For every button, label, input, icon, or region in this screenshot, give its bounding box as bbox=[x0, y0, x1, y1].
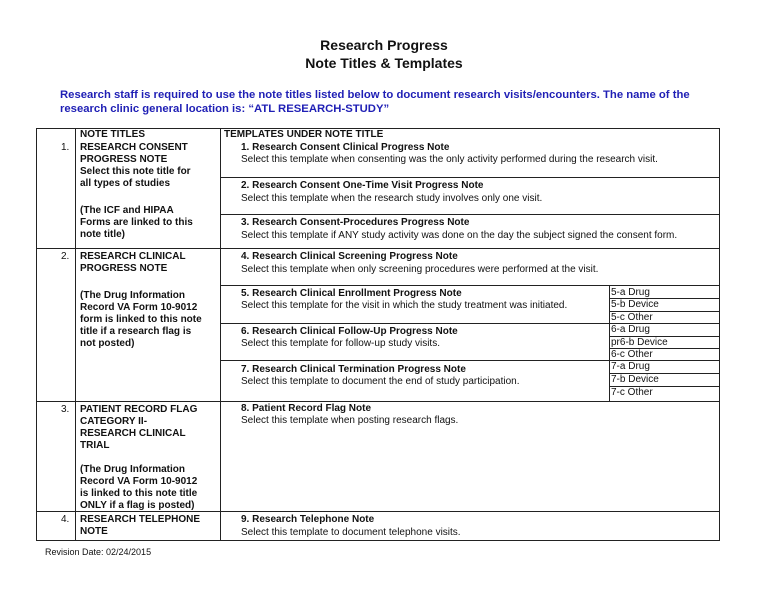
template-name: 8. Patient Record Flag Note bbox=[241, 403, 372, 414]
row-title-line: CATEGORY II- bbox=[80, 416, 148, 427]
template-desc: Select this template when the research study involves only one visit. bbox=[241, 193, 543, 204]
template-name: 3. Research Consent-Procedures Progress Note bbox=[241, 217, 470, 228]
template-desc: Select this template when posting research flags. bbox=[241, 415, 459, 426]
note-titles-table bbox=[36, 128, 720, 541]
row-desc-line: Record VA Form 10-9012 bbox=[80, 302, 198, 313]
intro-text bbox=[60, 88, 720, 116]
only-underline bbox=[80, 511, 111, 512]
template-name: 4. Research Clinical Screening Progress Note bbox=[241, 251, 458, 262]
row-desc-line: (The ICF and HIPAA bbox=[80, 205, 174, 216]
code-label: 6-c Other bbox=[611, 349, 653, 360]
row-desc-line bbox=[80, 190, 193, 202]
row-title bbox=[80, 251, 186, 275]
row-desc-line: title if a research flag is bbox=[80, 326, 192, 337]
intro-line-2: research clinic general location is: “ATL RESEARCH-STUDY” bbox=[60, 103, 390, 115]
row-divider bbox=[36, 401, 720, 402]
row-number: 2. bbox=[61, 251, 70, 262]
template-name: 7. Research Clinical Termination Progress Note bbox=[241, 364, 466, 375]
header-templates: TEMPLATES UNDER NOTE TITLE bbox=[224, 129, 384, 140]
template-name: 6. Research Clinical Follow-Up Progress Note bbox=[241, 326, 458, 337]
intro-line-1: Research staff is required to use the note titles listed below to document research visits/encounters. The name of the bbox=[60, 89, 690, 101]
row-title-line: RESEARCH CONSENT bbox=[80, 142, 188, 153]
template-entry bbox=[241, 326, 458, 350]
row-title-line: TRIAL bbox=[80, 440, 110, 451]
row-desc-line: not posted) bbox=[80, 338, 135, 349]
row-title bbox=[80, 404, 197, 452]
template-desc: Select this template for follow-up study visits. bbox=[241, 338, 440, 349]
template-name: 2. Research Consent One-Time Visit Progress Note bbox=[241, 180, 484, 191]
template-entry bbox=[241, 180, 542, 205]
row-number: 3. bbox=[61, 404, 70, 415]
code-label: 5-c Other bbox=[611, 312, 653, 323]
template-desc: Select this template when only screening procedures were performed at the visit. bbox=[241, 264, 599, 275]
row-description bbox=[80, 290, 202, 350]
row-desc-line: note title) bbox=[80, 229, 125, 240]
template-desc: Select this template to document the end of study participation. bbox=[241, 376, 520, 387]
template-desc: Select this template to document telephone visits. bbox=[241, 527, 461, 538]
template-divider bbox=[221, 177, 720, 178]
row-desc-line: form is linked to this note bbox=[80, 314, 202, 325]
document-subtitle: Note Titles & Templates bbox=[305, 55, 463, 71]
table-border-right bbox=[719, 128, 720, 541]
code-label: 7-c Other bbox=[611, 387, 653, 398]
column-divider bbox=[220, 128, 221, 541]
template-entry bbox=[241, 251, 598, 276]
document-title: Research Progress bbox=[320, 37, 448, 53]
row-title-line: NOTE bbox=[80, 526, 108, 537]
code-label: 7-b Device bbox=[611, 374, 659, 385]
row-title-line: PROGRESS NOTE bbox=[80, 263, 168, 274]
template-entry bbox=[241, 288, 567, 312]
code-label: 5-b Device bbox=[611, 299, 659, 310]
template-entry bbox=[241, 403, 458, 427]
template-divider bbox=[221, 285, 720, 286]
code-label: 7-a Drug bbox=[611, 361, 650, 372]
table-border-left bbox=[36, 128, 37, 541]
row-title-line: RESEARCH TELEPHONE bbox=[80, 514, 201, 525]
template-entry bbox=[241, 514, 461, 539]
row-desc-line: Forms are linked to this bbox=[80, 217, 193, 228]
template-desc: Select this template for the visit in which the study treatment was initiated. bbox=[241, 300, 568, 311]
template-entry bbox=[241, 142, 658, 166]
template-name: 5. Research Clinical Enrollment Progress Note bbox=[241, 288, 462, 299]
row-title-line: PROGRESS NOTE bbox=[80, 154, 168, 165]
row-number: 1. bbox=[61, 142, 70, 153]
table-border-bottom bbox=[36, 540, 720, 541]
row-desc-line: all types of studies bbox=[80, 178, 171, 189]
row-title-line: PATIENT RECORD FLAG bbox=[80, 404, 198, 415]
row-title-line: RESEARCH CLINICAL bbox=[80, 428, 186, 439]
row-number: 4. bbox=[61, 514, 70, 525]
row-title bbox=[80, 142, 188, 166]
row-desc-line: Select this note title for bbox=[80, 166, 191, 177]
template-entry bbox=[241, 217, 677, 242]
code-label: pr6-b Device bbox=[611, 337, 668, 348]
row-desc-line: (The Drug Information bbox=[80, 290, 185, 301]
row-desc-line: ONLY if a flag is posted) bbox=[80, 500, 195, 511]
template-desc: Select this template if ANY study activity was done on the day the subject signed the consent form. bbox=[241, 230, 678, 241]
revision-date: Revision Date: 02/24/2015 bbox=[45, 547, 152, 557]
template-divider bbox=[221, 323, 609, 324]
column-divider bbox=[75, 128, 76, 541]
row-title-line: RESEARCH CLINICAL bbox=[80, 251, 186, 262]
row-desc-line: Record VA Form 10-9012 bbox=[80, 476, 198, 487]
template-desc: Select this template when consenting was the only activity performed during the research visit. bbox=[241, 154, 658, 165]
row-title bbox=[80, 514, 200, 538]
template-divider bbox=[221, 214, 720, 215]
template-entry bbox=[241, 364, 520, 388]
row-desc-line: is linked to this note title bbox=[80, 488, 198, 499]
template-divider bbox=[221, 360, 609, 361]
row-description bbox=[80, 464, 197, 512]
header-note-titles: NOTE TITLES bbox=[80, 129, 145, 140]
row-divider bbox=[36, 248, 720, 249]
template-name: 1. Research Consent Clinical Progress Note bbox=[241, 142, 450, 153]
row-desc-line: (The Drug Information bbox=[80, 464, 185, 475]
row-description bbox=[80, 166, 193, 241]
code-box-border bbox=[609, 285, 610, 401]
code-label: 5-a Drug bbox=[611, 287, 650, 298]
code-label: 6-a Drug bbox=[611, 324, 650, 335]
template-name: 9. Research Telephone Note bbox=[241, 514, 375, 525]
